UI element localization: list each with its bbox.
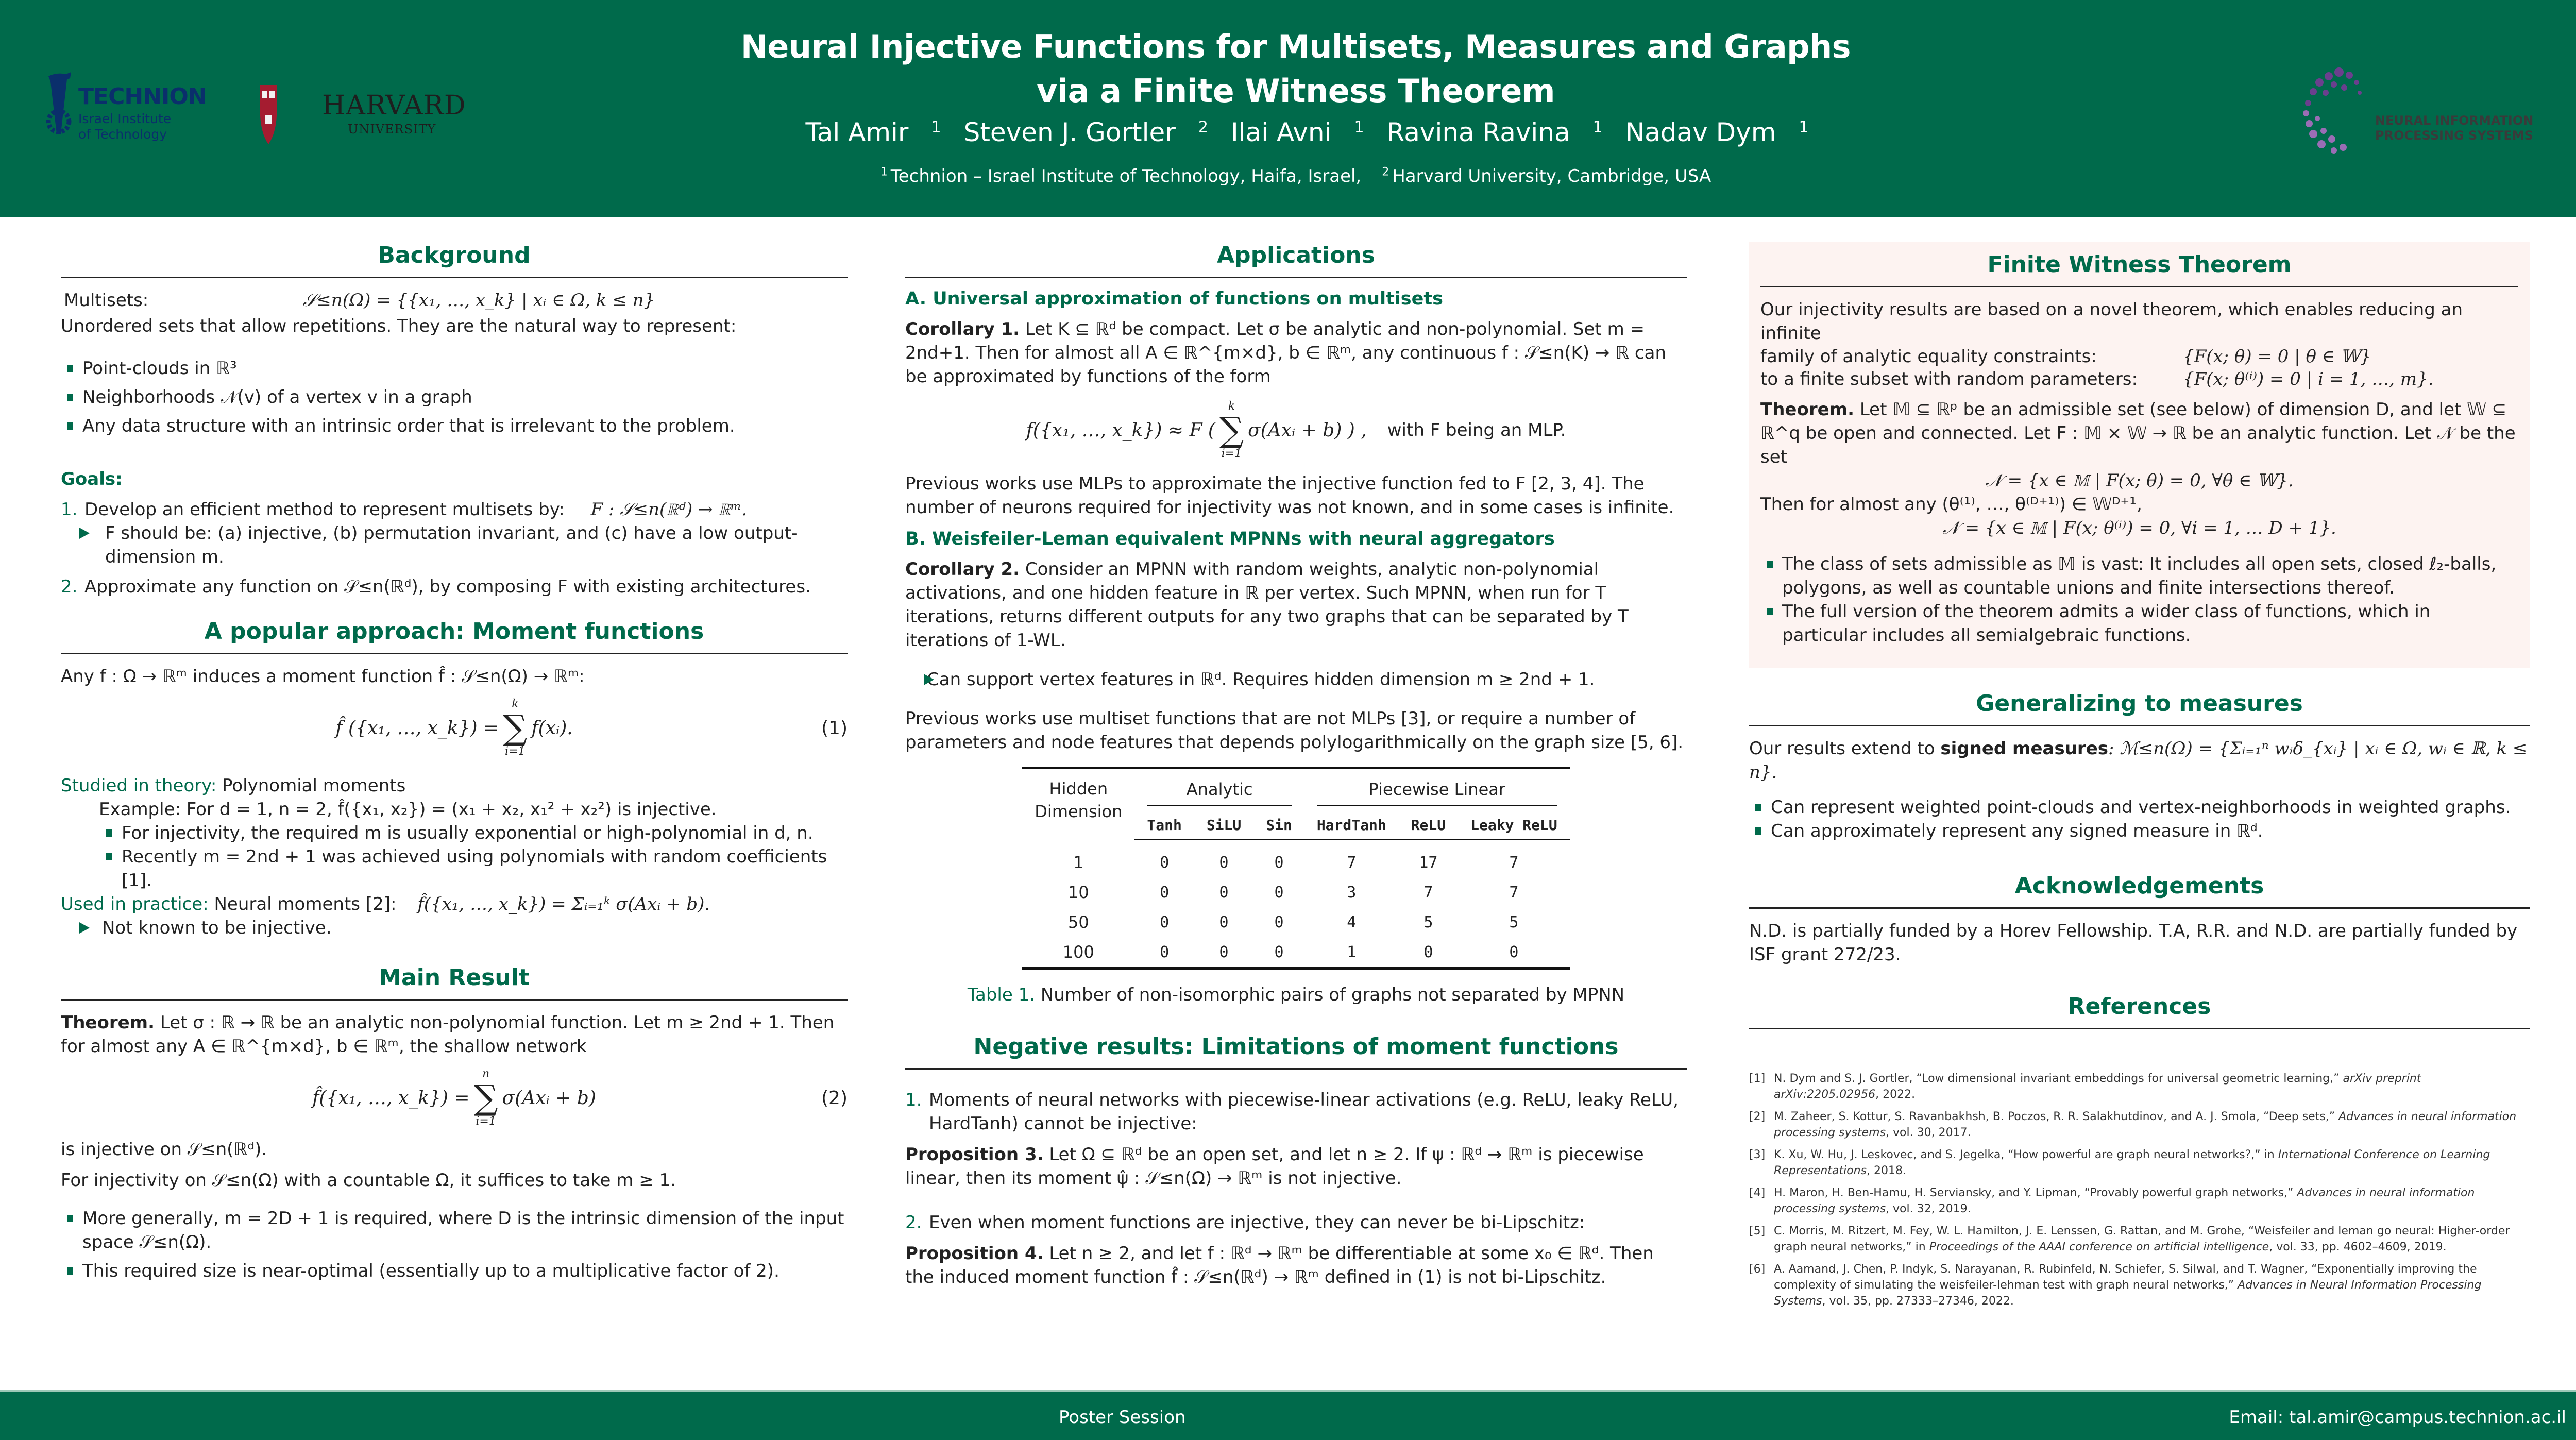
section-title: Main Result [61,964,848,1001]
affiliation-mark: 2 [1198,118,1208,137]
table-cell: 7 [1509,854,1519,872]
section-title: Applications [905,242,1687,278]
goal-text: Develop an efficient method to represent multisets by: [84,499,565,520]
table-caption [905,983,1687,1007]
list-item: More generally, m = 2D + 1 is required, where D is the intrinsic dimension of the input space 𝒮≤n(Ω). [61,1207,848,1254]
column-header: Sin [1253,811,1304,839]
hidden-dimension-cell: 1 [1073,853,1084,872]
practice-line [61,892,848,916]
table-cell: 0 [1219,854,1229,872]
harvard-subtitle: UNIVERSITY [348,122,436,137]
example-line: Example: For d = 1, n = 2, f̂({x₁, x₂}) = (x₁ + x₂, x₁² + x₂²) is injective. [99,799,717,820]
item-text: Even when moment functions are injective, they can never be bi-Lipschitz: [929,1212,1585,1233]
table-cell: 0 [1160,943,1170,961]
after-equation: is injective on 𝒮≤n(ℝᵈ). [61,1139,267,1160]
column-header: ReLU [1399,811,1458,839]
sum-symbol [503,698,527,758]
title-line1: Neural Injective Functions for Multisets, Measures and Graphs [740,28,1851,65]
reference-item [1749,1147,2530,1179]
table-cell: 17 [1419,854,1438,872]
moment-bullets [100,821,848,892]
column-right [1749,242,2530,1315]
table-cell: 0 [1219,943,1229,961]
list-item: For injectivity, the required m is usually exponential or high-polynomial in d, n. [100,821,848,845]
row-header-line1: Hidden [1049,779,1108,799]
author-name: Ravina Ravina [1386,117,1570,147]
theorem-text: Let σ : ℝ → ℝ be an analytic non-polynomial function. Let m ≥ 2nd + 1. Then for almost any A ∈ ℝ^{m×d}, b ∈ ℝᵐ, the shallow network [61,1012,835,1057]
sigma-icon: ∑ [473,1078,498,1117]
reference-text: A. Aamand, J. Chen, P. Indyk, S. Narayanan, R. Rubinfeld, N. Schiefer, S. Silwal, and T. Wagner, “Exponentially improving the complexity of simulating the weisfeiler-lehman test with graph neural networks,” [1774,1263,2477,1292]
approximation-equation [905,400,1687,461]
author [1208,117,1364,147]
multisets-formula: 𝒮≤n(Ω) = {{x₁, …, x_k} | xᵢ ∈ Ω, k ≤ n} [303,290,655,311]
affiliation-mark: 1 [931,118,941,137]
sigma-icon: ∑ [1219,410,1244,450]
negative-item [905,1211,1687,1234]
affiliation [880,166,1361,187]
fw-row-label: to a finite subset with random parameters: [1760,369,2138,389]
sum-lower: i=1 [1221,447,1242,460]
fw-row-formula: {F(x; θ⁽ⁱ⁾) = 0 | i = 1, …, m}. [2183,369,2434,389]
fw-intro: Our injectivity results are based on a novel theorem, which enables reducing an infinite [1760,299,2463,344]
section-title: Finite Witness Theorem [1760,251,2518,287]
table-row [1022,877,1569,907]
harvard-shield-icon [260,85,277,144]
column-header: HardTanh [1304,811,1399,839]
author-name: Nadav Dym [1625,117,1776,147]
author [941,117,1208,147]
theory-text: Polynomial moments [222,775,406,796]
eq-rhs: f(xᵢ). [531,717,573,739]
reference-venue: Advances in Neural Information Processing Systems [1774,1279,2482,1308]
list-item: The class of sets admissible as 𝕄 is vast: It includes all open sets, closed ℓ₂-balls, polygons, as well as countable unions and finite intersections thereof. [1760,552,2518,600]
caption-text: Number of non-isomorphic pairs of graphs not separated by MPNN [1040,985,1625,1005]
section-title: References [1749,993,2530,1029]
fw-theorem [1760,398,2518,469]
sigma-icon: ∑ [503,708,528,748]
table-row [1022,839,1569,877]
table-cell: 0 [1509,943,1519,961]
column-header: Leaky ReLU [1458,811,1570,839]
contact-email[interactable]: Email: tal.amir@campus.technion.ac.il [2229,1407,2566,1428]
countable-note: For injectivity on 𝒮≤n(Ω) with a countable Ω, it suffices to take m ≥ 1. [61,1170,676,1191]
section-measures [1749,690,2530,843]
hidden-dimension-cell: 50 [1067,912,1089,932]
section-negative-results [905,1034,1687,1289]
reference-venue: International Conference on Learning Representations [1774,1148,2490,1177]
fw-row-label: family of analytic equality constraints: [1760,346,2097,367]
reference-number: [4] [1749,1187,1766,1199]
eq-rhs: σ(Axᵢ + b) [502,1087,596,1109]
reference-number: [1] [1749,1072,1766,1085]
table-cell: 5 [1423,913,1433,931]
reference-venue: Advances in neural information processing systems [1774,1110,2517,1139]
group-header-analytic: Analytic [1134,768,1304,812]
table-cell: 7 [1423,883,1433,902]
reference-tail: , vol. 35, pp. 27333–27346, 2022. [1822,1295,2014,1308]
row-header-line2: Dimension [1035,802,1123,821]
reference-item [1749,1071,2530,1103]
measures-intro [1749,737,2530,784]
fw-row-formula: {F(x; θ) = 0 | θ ∈ 𝕎} [2183,346,2371,367]
subsection-a-title: A. Universal approximation of functions on multisets [905,289,1443,309]
sum-symbol [474,1068,498,1128]
affiliation-text: Technion – Israel Institute of Technology, Haifa, Israel, [890,166,1362,187]
table-cell: 0 [1219,883,1229,902]
theory-label: Studied in theory: [61,775,217,796]
table-cell: 0 [1219,913,1229,931]
sum-upper: k [1228,400,1235,413]
reference-item [1749,1185,2530,1217]
section-title: Generalizing to measures [1749,690,2530,726]
author-name: Ilai Avni [1230,117,1332,147]
reference-number: [3] [1749,1148,1766,1161]
column-left [61,242,848,1290]
moment-intro: Any f : Ω → ℝᵐ induces a moment function f̂ : 𝒮≤n(Ω) → ℝᵐ: [61,666,585,687]
measures-bullets [1749,795,2530,843]
practice-label: Used in practice: [61,894,209,914]
corollary-text: Let K ⊆ ℝᵈ be compact. Let σ be analytic and non-polynomial. Set m = 2nd+1. Then for almost all A ∈ ℝ^{m×d}, b ∈ ℝᵐ, any continuous f : 𝒮≤n(K) → ℝ can be approximated by functions of the form [905,319,1666,387]
reference-venue: Proceedings of the AAAI conference on artificial intelligence [1929,1241,2269,1253]
affiliation-mark: 1 [1799,118,1809,137]
section-finite-witness [1749,242,2530,668]
table-cell: 7 [1509,883,1519,902]
previous-works-2: Previous works use multiset functions that are not MLPs [3], or require a number of parameters and node features that depends polylogarithmically on the graph size [5, 6]. [905,708,1684,753]
reference-text: N. Dym and S. J. Gortler, “Low dimensional invariant embeddings for universal geometric learning,” [1774,1072,2343,1085]
equation-number: (1) [821,717,848,739]
reference-list [1749,1071,2530,1309]
reference-item [1749,1223,2530,1255]
main-theorem [61,1011,848,1058]
eq-lhs: f({x₁, …, x_k}) ≈ F ( [1026,419,1215,441]
affiliation-mark: 2 [1382,166,1389,179]
reference-text: C. Morris, M. Ritzert, M. Fey, W. L. Hamilton, J. E. Lenssen, G. Rattan, and M. Grohe, “Weisfeiler and leman go neural: Higher-order graph neural networks,” in [1774,1225,2510,1253]
fw-then: Then for almost any (θ⁽¹⁾, …, θ⁽ᴰ⁺¹⁾) ∈ 𝕎ᴰ⁺¹, [1760,494,2142,515]
neurips-logo [2293,62,2576,155]
goals-list [61,498,848,521]
proposition-3 [905,1143,1687,1190]
goal-item [61,498,848,521]
column-header: Tanh [1134,811,1194,839]
list-item: Point-clouds in ℝ³ [61,357,848,380]
section-background [61,242,848,599]
theorem-label: Theorem. [1760,399,1854,420]
sum-upper: k [512,698,519,710]
proposition-text: Let n ≥ 2, and let f : ℝᵈ → ℝᵐ be differentiable at some x₀ ∈ ℝᵈ. Then the induced moment function f̂ : 𝒮≤n(ℝᵈ) → ℝᵐ defined in (1) is not bi-Lipschitz. [905,1243,1654,1287]
goal1-subpoint: F should be: (a) injective, (b) permutation invariant, and (c) have a low output-dimension m. [61,521,848,569]
table-body [1022,839,1569,969]
table-cell: 5 [1509,913,1519,931]
sum-lower: i=1 [505,745,526,758]
background-intro: Unordered sets that allow repetitions. They are the natural way to represent: [61,316,737,336]
group-header-piecewise: Piecewise Linear [1304,768,1570,812]
proposition-label: Proposition 4. [905,1243,1044,1264]
eq-note: with F being an MLP. [1387,420,1566,441]
goal-item [61,575,848,599]
list-item: Any data structure with an intrinsic order that is irrelevant to the problem. [61,414,848,438]
corollary-2 [905,557,1687,652]
section-title: Negative results: Limitations of moment functions [905,1034,1687,1070]
table-row [1022,907,1569,937]
background-bullets [61,357,848,438]
reference-text: K. Xu, W. Hu, J. Leskovec, and S. Jegelka, “How powerful are graph neural networks?,” in [1774,1148,2278,1161]
item-number: 2. [905,1212,922,1233]
section-references [1749,993,2530,1309]
list-item: Can represent weighted point-clouds and vertex-neighborhoods in weighted graphs. [1749,795,2530,819]
table-cell: 0 [1160,883,1170,902]
fw-set-equation-2: 𝒩 = {x ∈ 𝕄 | F(x; θ⁽ⁱ⁾) = 0, ∀i = 1, … D + 1}. [1942,518,2336,538]
technion-logo [46,72,222,144]
neurips-line1: NEURAL INFORMATION [2375,113,2534,128]
table-row [1022,937,1569,969]
neurips-name [2375,113,2533,143]
section-acknowledgements [1749,873,2530,967]
table-cell: 0 [1274,854,1284,872]
harvard-logo [260,85,507,144]
table-cell: 0 [1274,913,1284,931]
reference-tail: , vol. 32, 2019. [1886,1202,1971,1215]
poster-title [567,25,2025,113]
technion-emblem-icon [46,72,77,142]
acknowledgements-text: N.D. is partially funded by a Horev Fellowship. T.A, R.R. and N.D. are partially funded by ISF grant 272/23. [1749,921,2518,965]
reference-item [1749,1261,2530,1309]
neurips-line2: PROCESSING SYSTEMS [2375,128,2533,143]
table-cell: 0 [1160,854,1170,872]
title-line2: via a Finite Witness Theorem [1037,72,1555,110]
practice-note: Not known to be injective. [61,916,848,940]
goals-label: Goals: [61,469,123,489]
affiliation-mark: 1 [1592,118,1603,137]
multisets-definition [61,289,848,312]
table-cell: 3 [1347,883,1357,902]
equation-1 [61,698,848,758]
theory-line [61,774,848,798]
goal-number: 2. [61,577,78,597]
corollary-text: Consider an MPNN with random weights, analytic non-polynomial activations, and one hidden feature in ℝ per vertex. Such MPNN, when run for T iterations, returns different outputs for any two graphs that can be separated by T iterations of 1-WL. [905,559,1629,651]
proposition-label: Proposition 3. [905,1144,1044,1165]
list-item: Can approximately represent any signed measure in ℝᵈ. [1749,819,2530,843]
results-table [1022,767,1569,970]
sum-lower: i=1 [476,1115,496,1128]
fw-row-2 [1760,368,2518,391]
sum-symbol [1219,400,1244,461]
section-moment-functions [61,618,848,940]
author-name: Steven J. Gortler [963,117,1176,147]
affiliation-mark: 1 [1354,118,1364,137]
reference-venue: Advances in neural information processing systems [1774,1187,2475,1215]
eq-lhs: f̂ ({x₁, …, x_k}) = [335,717,499,739]
goals-list-2 [61,575,848,599]
technion-name: TECHNION [78,83,207,110]
theorem-label: Theorem. [61,1012,155,1033]
main-result-bullets [61,1207,848,1283]
technion-sub-line2: of Technology [78,127,167,142]
table-cell: 4 [1347,913,1357,931]
table-cell: 0 [1160,913,1170,931]
affiliation [1382,166,1711,187]
reference-venue: arXiv preprint arXiv:2205.02956 [1774,1072,2421,1101]
hidden-dimension-cell: 100 [1062,942,1094,962]
table-cell: 7 [1347,854,1357,872]
reference-tail: , 2022. [1875,1088,1916,1101]
list-item: Recently m = 2nd + 1 was achieved using polynomials with random coefficients [1]. [100,845,848,892]
practice-text: Neural moments [2]: [214,894,397,914]
fw-row-1 [1760,345,2518,368]
list-item: This required size is near-optimal (essentially up to a multiplicative factor of 2). [61,1259,848,1283]
poster-footer [0,1390,2576,1440]
previous-works-1: Previous works use MLPs to approximate the injective function fed to F [2, 3, 4]. The number of neurons required for injectivity was not known, and in some cases is infinite. [905,473,1674,518]
proposition-text: Let Ω ⊆ ℝᵈ be an open set, and let n ≥ 2. If ψ : ℝᵈ → ℝᵐ is piecewise linear, then its moment ψ̂ : 𝒮≤n(Ω) → ℝᵐ is not injective. [905,1144,1644,1189]
fw-bullets [1760,552,2518,647]
caption-label: Table 1. [967,985,1036,1005]
author [1364,117,1603,147]
multisets-label: Multisets: [64,290,149,311]
column-header: SiLU [1194,811,1253,839]
reference-tail: , 2018. [1867,1164,1906,1177]
measures-formula: : ℳ≤n(Ω) = {Σᵢ₌₁ⁿ wᵢδ_{xᵢ} | xᵢ ∈ Ω, wᵢ ∈ ℝ, k ≤ n}. [1749,738,2528,783]
sum-upper: n [482,1068,490,1080]
equation-2 [61,1068,848,1128]
reference-number: [2] [1749,1110,1766,1123]
corollary-2-note: Can support vertex features in ℝᵈ. Requires hidden dimension m ≥ 2nd + 1. [905,668,1687,691]
reference-tail: , vol. 30, 2017. [1886,1126,1971,1139]
reference-number: [5] [1749,1225,1766,1238]
theorem-text: Let 𝕄 ⊆ ℝᵖ be an admissible set (see below) of dimension D, and let 𝕎 ⊆ ℝ^q be open and connected. Let F : 𝕄 × 𝕎 → ℝ be an analytic function. Let 𝒩 be the set [1760,399,2516,467]
technion-subtitle [78,111,171,142]
negative-list-1 [905,1088,1687,1136]
subsection-b-title: B. Weisfeiler-Leman equivalent MPNNs with neural aggregators [905,529,1555,549]
equation-number: (2) [821,1087,848,1109]
measures-intro-bold: signed measures [1940,738,2108,759]
list-item: The full version of the theorem admits a wider class of functions, which in particular includes all semialgebraic functions. [1760,600,2518,647]
table-cell: 0 [1274,943,1284,961]
item-text: Moments of neural networks with piecewise-linear activations (e.g. ReLU, leaky ReLU, HardTanh) cannot be injective: [929,1090,1679,1134]
corollary-label: Corollary 1. [905,319,1020,340]
section-main-result [61,964,848,1283]
affiliations [567,166,2025,187]
reference-text: M. Zaheer, S. Kottur, S. Ravanbakhsh, B. Poczos, R. R. Salakhutdinov, and A. J. Smola, “Deep sets,” [1774,1110,2339,1123]
hidden-dimension-cell: 10 [1067,883,1089,902]
affiliation-mark: 1 [880,166,888,179]
item-number: 1. [905,1090,922,1110]
reference-tail: , vol. 33, pp. 4602–4609, 2019. [2269,1241,2447,1253]
column-middle [905,242,1687,1289]
poster-header [0,0,2576,217]
section-title: Acknowledgements [1749,873,2530,909]
table-cell: 0 [1274,883,1284,902]
reference-number: [6] [1749,1263,1766,1276]
section-applications [905,242,1687,1007]
list-item: Neighborhoods 𝒩(v) of a vertex v in a graph [61,385,848,409]
author [783,117,941,147]
goal-number: 1. [61,499,78,520]
corollary-1 [905,317,1687,388]
reference-item [1749,1109,2530,1141]
author-list [567,117,2025,147]
measures-intro-text: Our results extend to [1749,738,1935,759]
author [1603,117,1809,147]
section-title: A popular approach: Moment functions [61,618,848,654]
fw-set-equation: 𝒩 = {x ∈ 𝕄 | F(x; θ) = 0, ∀θ ∈ 𝕎}. [1985,470,2294,491]
harvard-name: HARVARD [322,90,466,121]
reference-text: H. Maron, H. Ben-Hamu, H. Serviansky, and Y. Lipman, “Provably powerful graph networks,” [1774,1187,2297,1199]
row-header [1022,768,1134,840]
section-title: Background [61,242,848,278]
eq-rhs: σ(Axᵢ + b) ) , [1248,419,1367,441]
table-group-row [1022,768,1569,812]
negative-item [905,1088,1687,1136]
table-cell: 1 [1347,943,1357,961]
eq-lhs: f̂({x₁, …, x_k}) = [312,1087,470,1109]
goal-formula: F : 𝒮≤n(ℝᵈ) → ℝᵐ. [590,499,748,520]
goal-text: Approximate any function on 𝒮≤n(ℝᵈ), by composing F with existing architectures. [84,577,811,597]
table-cell: 0 [1423,943,1433,961]
neurips-dots-icon [2293,62,2375,155]
technion-sub-line1: Israel Institute [78,111,172,126]
affiliation-text: Harvard University, Cambridge, USA [1392,166,1711,187]
corollary-label: Corollary 2. [905,559,1020,580]
proposition-4 [905,1242,1687,1289]
practice-formula: f̂({x₁, …, x_k}) = Σᵢ₌₁ᵏ σ(Axᵢ + b). [417,894,710,914]
session-label: Poster Session [1059,1407,1186,1428]
negative-list-2 [905,1211,1687,1234]
author-name: Tal Amir [805,117,909,147]
